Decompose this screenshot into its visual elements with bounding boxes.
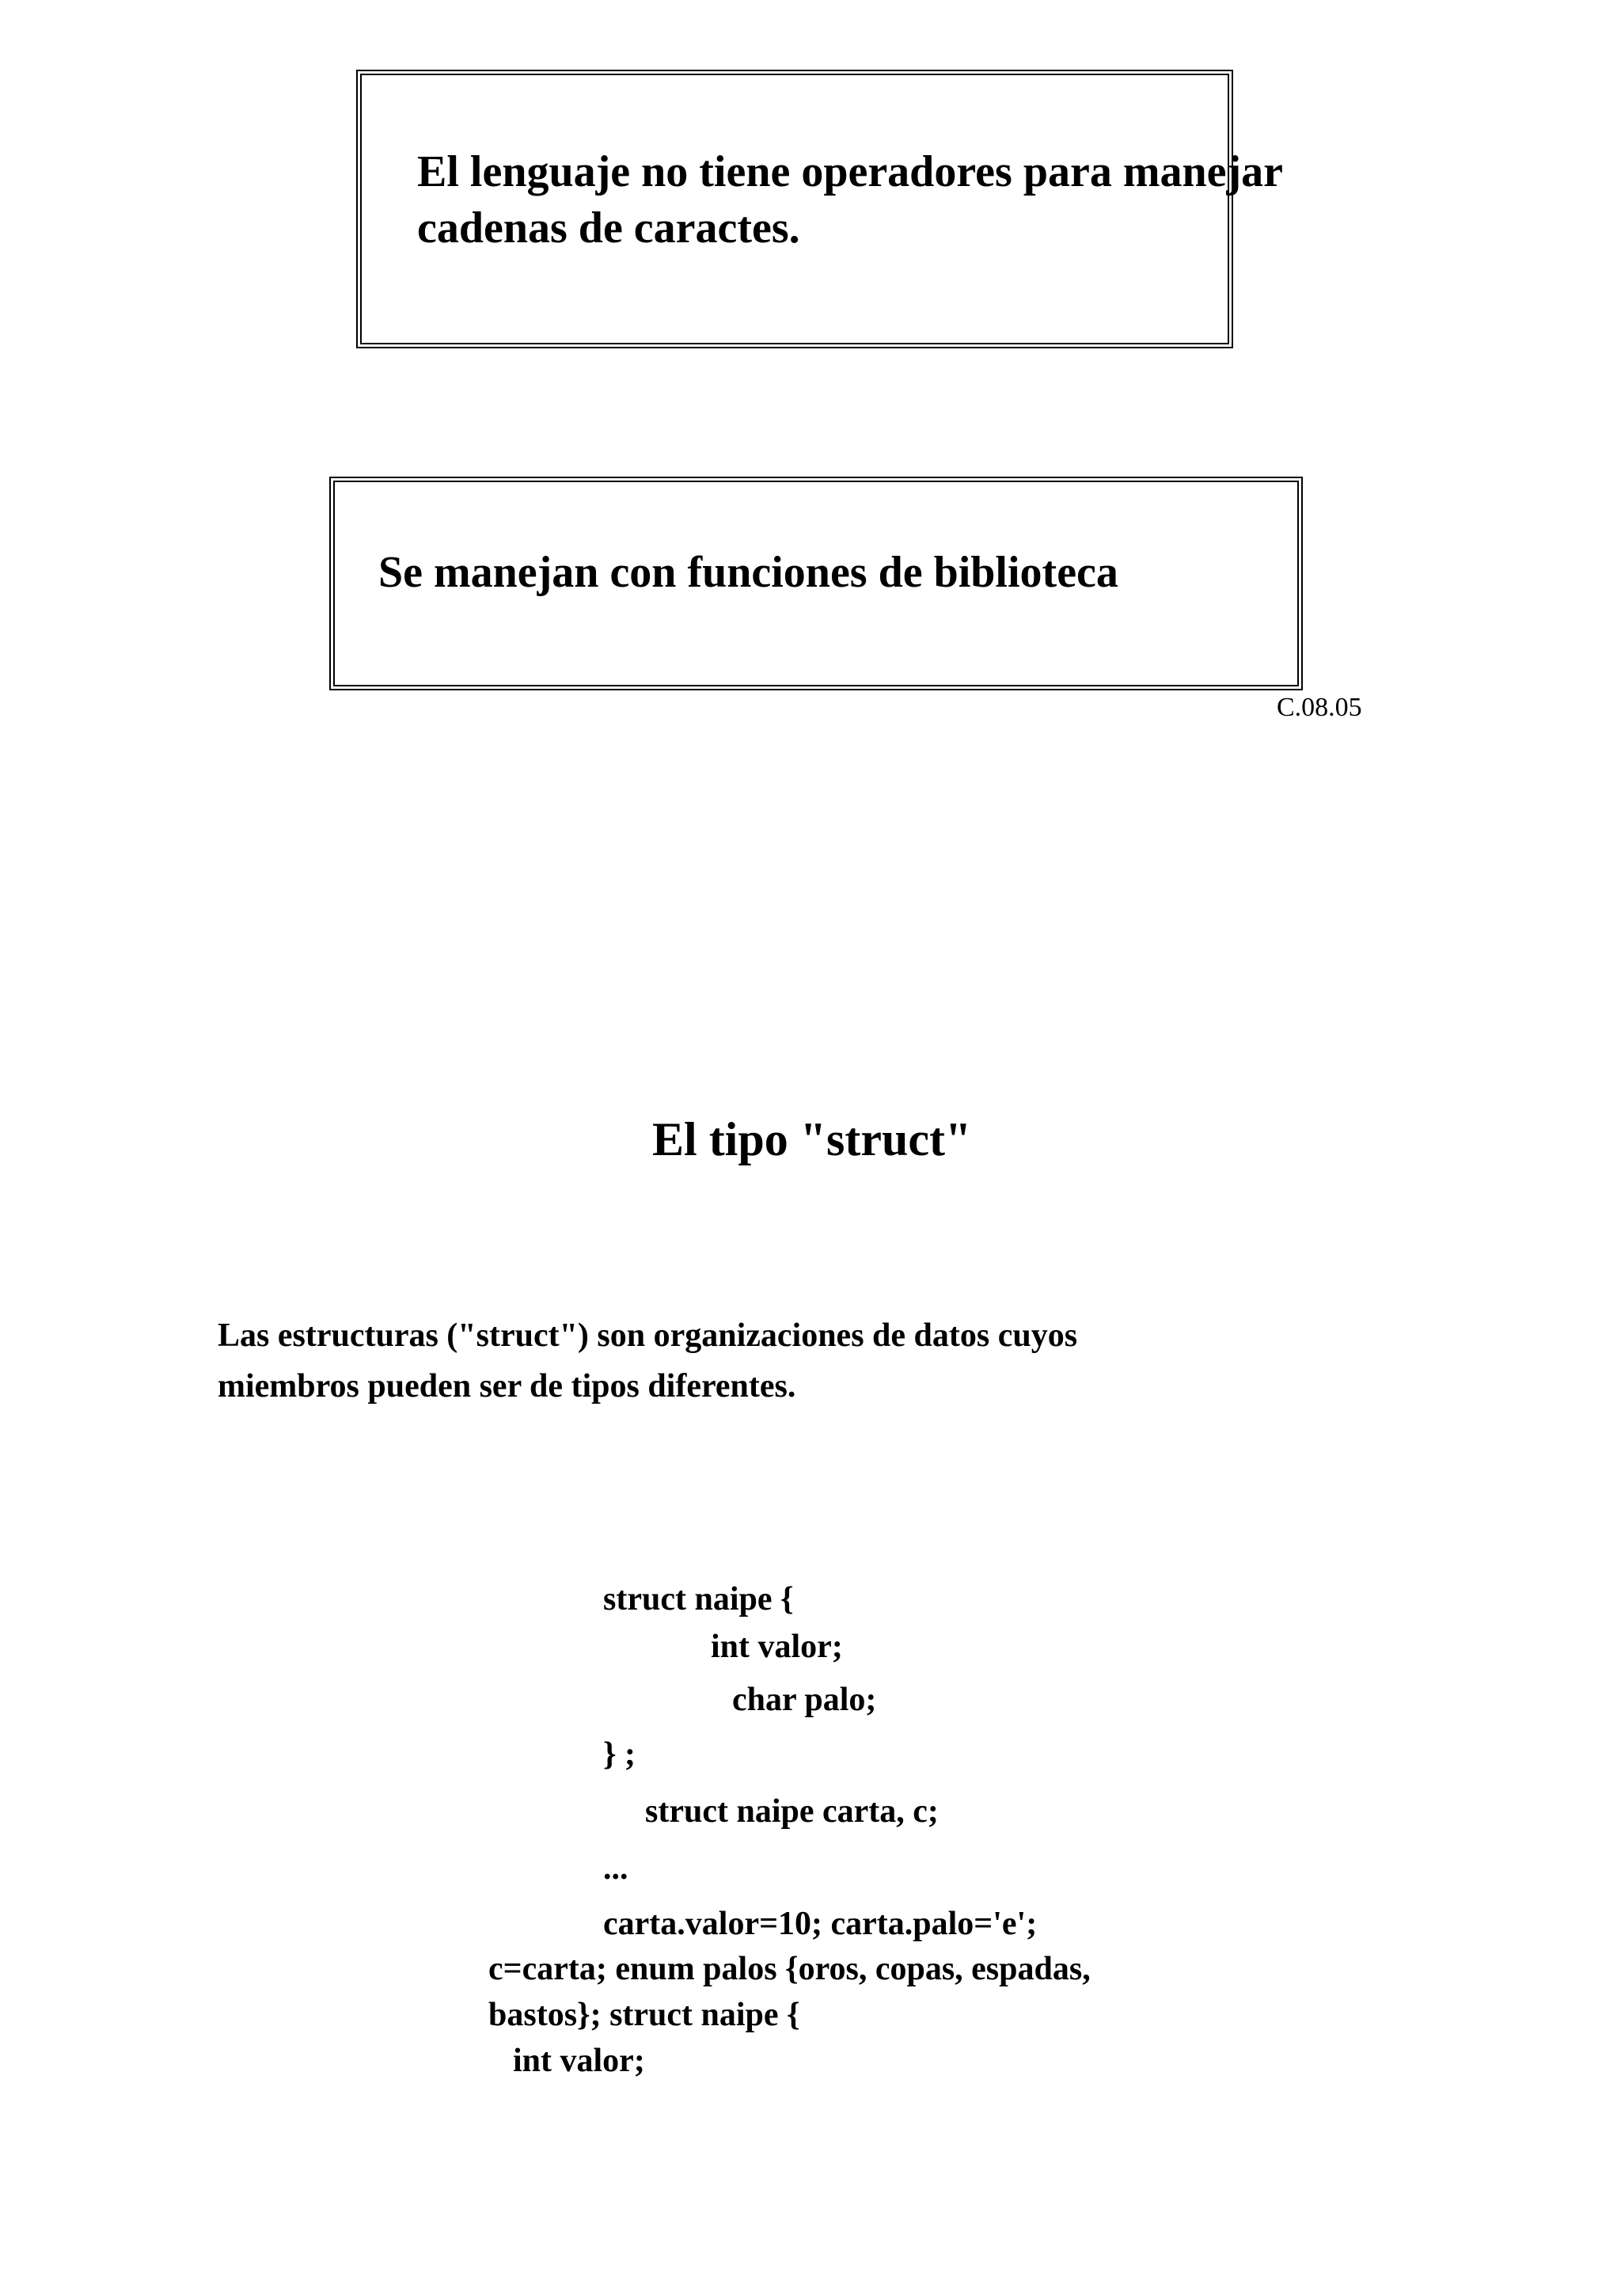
code-line: } ; [603, 1736, 636, 1773]
note-box-1-line-2: cadenas de caractes. [417, 203, 800, 253]
code-line: struct naipe carta, c; [645, 1793, 939, 1830]
intro-paragraph-line-2: miembros pueden ser de tipos diferentes. [218, 1368, 796, 1405]
code-line: bastos}; struct naipe { [488, 1997, 800, 2033]
code-line: int valor; [711, 1629, 843, 1665]
section-heading: El tipo "struct" [652, 1113, 972, 1165]
code-line: struct naipe { [603, 1581, 794, 1617]
code-line: c=carta; enum palos {oros, copas, espadas, [488, 1951, 1091, 1987]
note-box-2-text: Se manejan con funciones de biblioteca [378, 548, 1118, 597]
code-line: int valor; [513, 2043, 645, 2079]
intro-paragraph-line-1: Las estructuras ("struct") son organizaciones de datos cuyos [218, 1317, 1078, 1354]
page-number: C.08.05 [1277, 693, 1362, 722]
code-line: char palo; [732, 1682, 877, 1718]
code-line: ... [603, 1850, 628, 1887]
code-line: carta.valor=10; carta.palo='e'; [603, 1906, 1038, 1942]
note-box-1-line-1: El lenguaje no tiene operadores para manejar [417, 147, 1283, 196]
